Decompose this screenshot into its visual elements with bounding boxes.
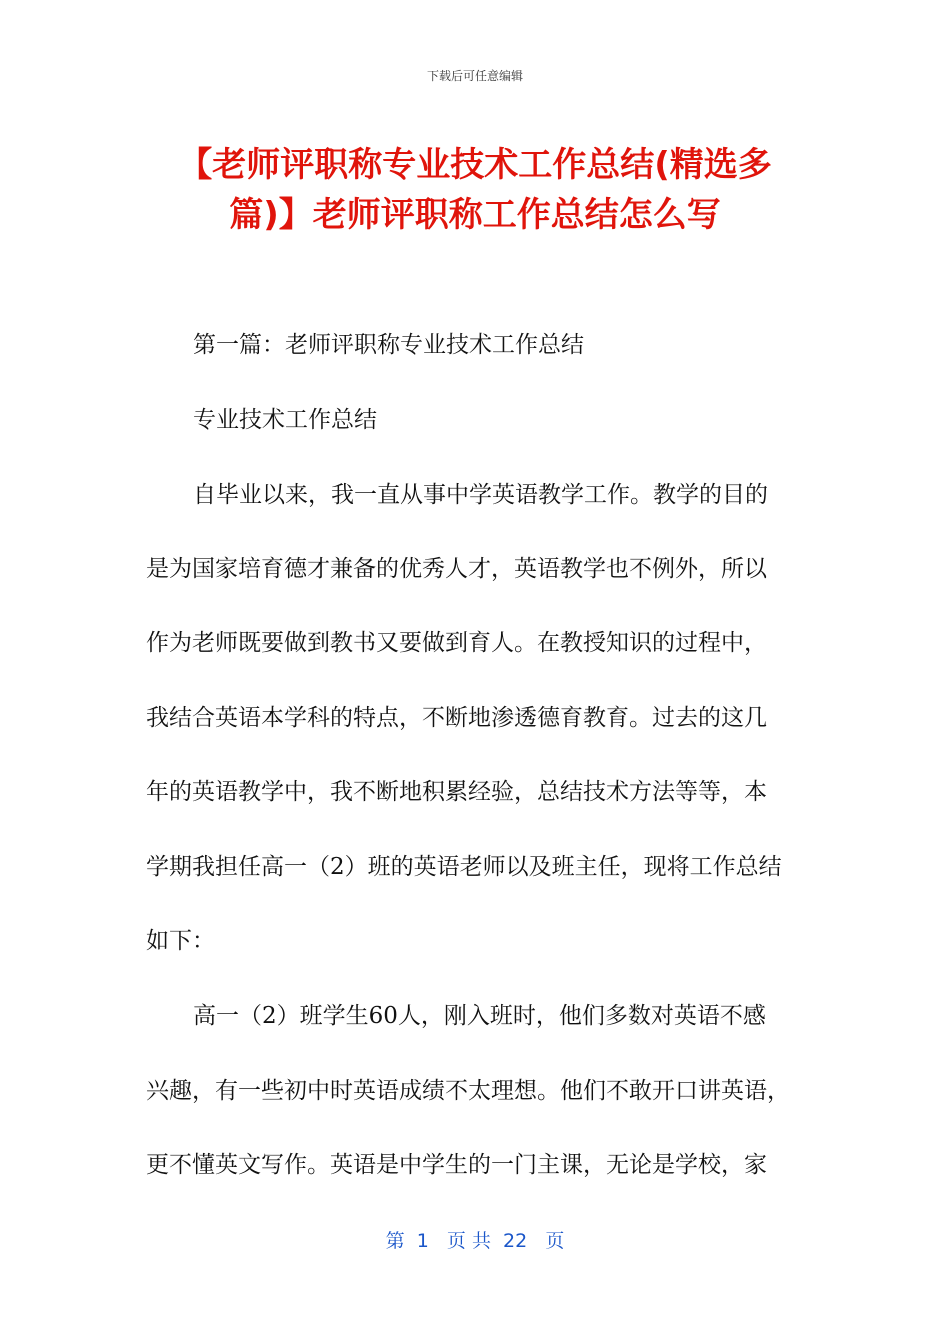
title-line-1: 【老师评职称专业技术工作总结(精选多 [178,145,772,185]
subheading: 专业技术工作总结 [193,407,377,433]
header-note: 下载后可任意编辑 [426,69,523,83]
title-line-2: 篇)】老师评职称工作总结怎么写 [229,195,721,235]
section-heading: 第一篇：老师评职称专业技术工作总结 [193,332,584,358]
paragraph-line: 如下： [146,928,215,954]
paragraph-line: 兴趣，有一些初中时英语成绩不太理想。他们不敢开口讲英语， [146,1078,790,1104]
paragraph-line: 我结合英语本学科的特点，不断地渗透德育教育。过去的这几 [146,705,767,731]
paragraph-line: 年的英语教学中，我不断地积累经验，总结技术方法等等，本 [146,779,767,805]
document-title [100,140,850,240]
paragraph-line: 更不懂英文写作。英语是中学生的一门主课，无论是学校，家 [146,1152,767,1178]
paragraph-line: 作为老师既要做到教书又要做到育人。在教授知识的过程中， [146,630,767,656]
paragraph-line: 是为国家培育德才兼备的优秀人才，英语教学也不例外，所以 [146,556,767,582]
paragraph-line: 自毕业以来，我一直从事中学英语教学工作。教学的目的 [193,482,768,508]
paragraph-line: 学期我担任高一（2）班的英语老师以及班主任，现将工作总结 [146,854,782,880]
paragraph-line: 高一（2）班学生60人，刚入班时，他们多数对英语不感 [193,1003,766,1029]
page-footer: 第 1 页 共 22 页 [385,1230,565,1252]
